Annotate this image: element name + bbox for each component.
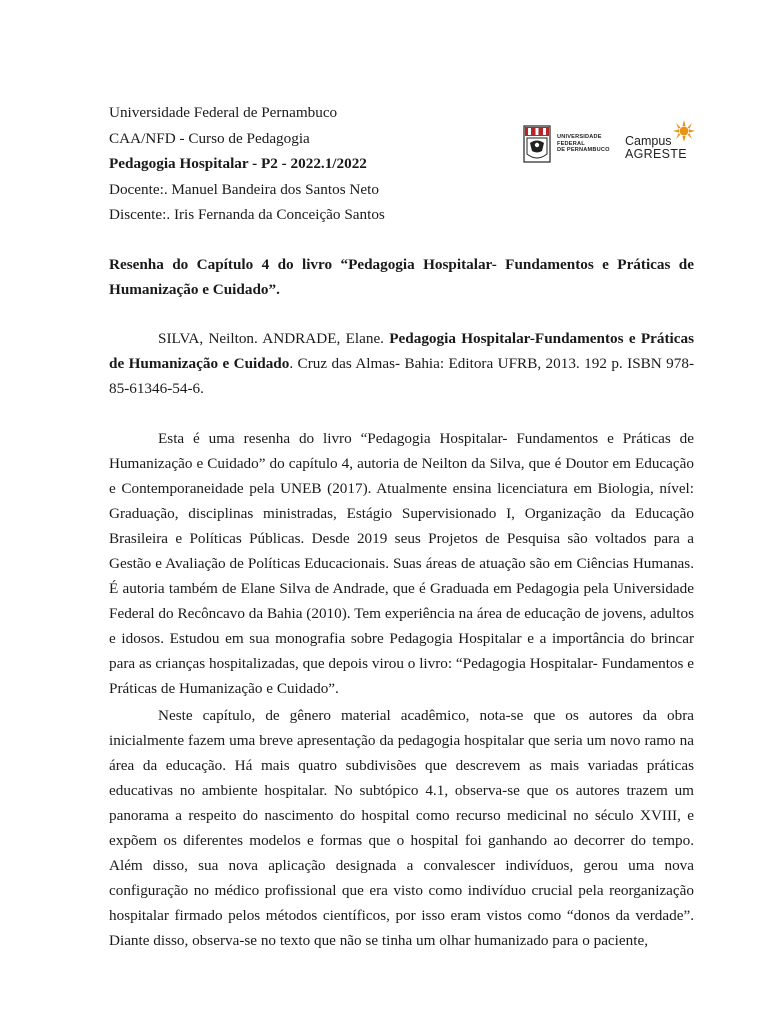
sun-icon	[669, 120, 699, 146]
reference-details: . Cruz das Almas- Bahia: Editora UFRB, 2013. 192 p. ISBN 978-85-61346-54-6.	[109, 355, 694, 397]
ufpe-shield-icon	[522, 124, 552, 164]
university-name: Universidade Federal de Pernambuco	[109, 104, 338, 121]
course-name: CAA/NFD - Curso de Pedagogia	[109, 129, 310, 147]
student-name: Discente:. Iris Fernanda da Conceição Santos	[109, 206, 385, 224]
agreste-label: AGRESTE	[625, 147, 687, 161]
ufpe-logo	[522, 124, 610, 164]
ufpe-text-line1: UNIVERSIDADE	[557, 134, 602, 141]
ufpe-text-line2: FEDERAL	[557, 140, 585, 147]
review-title: Resenha do Capítulo 4 do livro “Pedagogia Hospitalar- Fundamentos e Práticas de Humanização e Cuidado”.	[109, 256, 694, 298]
reference-book-title: Pedagogia Hospitalar-Fundamentos e Práticas de Humanização e Cuidado	[109, 330, 694, 372]
campus-agreste-logo	[625, 120, 700, 166]
bibliographic-reference	[109, 326, 694, 401]
discipline-name: Pedagogia Hospitalar - P2 - 2022.1/2022	[109, 155, 367, 173]
paragraph-1: Esta é uma resenha do livro “Pedagogia Hospitalar- Fundamentos e Práticas de Humanização e Cuidado” do capítulo 4, autoria de Neilton da Silva, que é Doutor em Educação e Contemporaneidade pela UNEB (2017). Atualmente ensina licenciatura em Biologia, nível: Graduação, disciplinas ministradas, Estágio Supervisionado I, Organização da Educação Brasileira e Políticas Públicas. Desde 2019 seus Projetos de Pesquisa são voltados para a Gestão e Avaliação de Políticas Educacionais. Suas áreas de atuação são em Ciências Humanas. É autoria também de Elane Silva de Andrade, que é Graduada em Pedagogia pela Universidade Federal do Recôncavo da Bahia (2010). Tem experiência na área de educação de jovens, adultos e idosos. Estudou em sua monografia sobre Pedagogia Hospitalar e a importância do brincar para as crianças hospitalizadas, que depois virou o livro: “Pedagogia Hospitalar- Fundamentos e Práticas de Humanização e Cuidado”.	[109, 430, 694, 697]
campus-label: Campus	[625, 134, 672, 148]
paragraph-2: Neste capítulo, de gênero material acadêmico, nota-se que os autores da obra inicialmente fazem uma breve apresentação da pedagogia hospitalar que seria um novo ramo na área da educação. Há mais quatro subdivisões que descrevem as mais variadas práticas educativas no ambiente hospitalar. No subtópico 4.1, observa-se que os autores trazem um panorama a respeito do nascimento do hospital como recurso medicinal no século XVIII, e expõem os diferentes modelos e formas que o hospital foi ganhando ao decorrer do tempo. Além disso, sua nova aplicação designada a convalescer indivíduos, gerou uma nova configuração no médico profissional que era visto como indivíduo crucial pela reorganização hospitalar firmado pelos métodos científicos, por isso eram vistos como “donos da verdade”. Diante disso, observa-se no texto que não se tinha um olhar humanizado para o paciente,	[109, 707, 694, 949]
institution-logos	[522, 120, 702, 172]
document-header	[109, 100, 385, 228]
teacher-name: Docente:. Manuel Bandeira dos Santos Neto	[109, 180, 379, 198]
ufpe-logo-text	[557, 134, 610, 154]
reference-authors: SILVA, Neilton. ANDRADE, Elane.	[158, 330, 390, 347]
ufpe-text-line3: DE PERNAMBUCO	[557, 147, 610, 154]
